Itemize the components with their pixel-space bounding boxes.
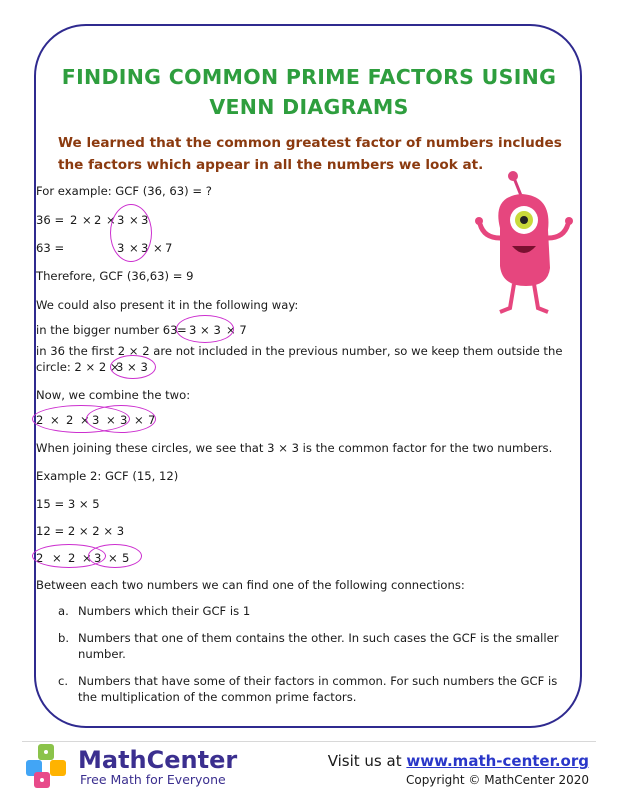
visit-prefix: Visit us at [327,752,402,770]
example2-factor: 2 [36,551,44,565]
example2-factor: × [52,551,62,565]
list-item-text: Numbers that have some of their factors in common. For such numbers the GCF is the multiplication of the common prime factors. [78,674,558,704]
combined-factor: × [106,413,116,427]
page-title-line-2: VENN DIAGRAMS [209,95,409,119]
alternative-intro: We could also present it in the following way: [36,298,299,312]
example2-factor: × [82,551,92,565]
row-36-factor: × [129,213,139,227]
combined-factor: × [134,413,144,427]
row-36-factor: 3 [117,213,125,227]
combined-factor: 7 [148,413,156,427]
bigger-number-prefix: in the bigger number 63 [36,323,178,337]
bigger-number-oval [176,315,234,343]
combined-factor: 3 [92,413,100,427]
example2-factor: 3 [94,551,102,565]
bigger-number-common: 3 × 3 [189,323,221,337]
list-item [58,673,578,709]
example1-conclusion: Therefore, GCF (36,63) = 9 [36,269,194,283]
intro-paragraph: We learned that the common greatest factor of numbers includes the factors which appear in all the numbers we look at. [58,135,562,173]
example2-factor: 5 [122,551,130,565]
alien-mascot-icon [470,168,578,318]
combined-factor: × [80,413,90,427]
list-item-label: c. [58,674,69,688]
visit-line [328,752,589,770]
example2-factor: × [108,551,118,565]
list-item-label: a. [58,604,69,618]
row-36-factor: 2 [70,213,78,227]
row-36-factor: 2 [94,213,102,227]
combined-factor: 3 [120,413,128,427]
list-item [58,603,578,623]
copyright-text: Copyright © MathCenter 2020 [405,773,589,787]
row-63-factor: 7 [165,241,173,255]
footer-divider [22,741,596,742]
connections-intro: Between each two numbers we can find one of the following connections: [36,578,465,592]
row-63-factor: × [153,241,163,255]
common-factor-oval [110,204,152,262]
row-36-label: 36 = [36,213,65,227]
row-63-factor: × [129,241,139,255]
combined-right-oval [86,405,156,433]
example2-right-oval [88,544,142,568]
row-12: 12 = 2 × 2 × 3 [36,524,125,538]
smaller-number-common: 3 × 3 [116,360,148,374]
row-63-label: 63 = [36,241,65,255]
combine-intro: Now, we combine the two: [36,388,191,402]
row-36-factor: 3 [141,213,149,227]
combine-conclusion: When joining these circles, we see that 3 × 3 is the common factor for the two numbers. [36,441,553,455]
row-63-factor: 3 [141,241,149,255]
brand-name: MathCenter [78,746,238,774]
list-item-label: b. [58,631,70,645]
brand-tagline: Free Math for Everyone [80,772,226,787]
smaller-number-oval [110,355,156,379]
list-item-text: Numbers that one of them contains the other. In such cases the GCF is the smaller number. [78,631,559,661]
example2-factor: 2 [68,551,76,565]
row-15: 15 = 3 × 5 [36,497,100,511]
math-cubes-logo-icon [24,742,72,790]
list-item-text: Numbers which their GCF is 1 [78,604,251,618]
page-title-line-1: FINDING COMMON PRIME FACTORS USING [61,65,557,89]
list-item [58,630,578,666]
combined-factor: 2 [66,413,74,427]
smaller-number-text: in 36 the first 2 × 2 are not included in the previous number, so we keep them outside the circle: 2 × 2 × [36,344,563,374]
row-36-factor: × [82,213,92,227]
bigger-number-eq: = [177,323,187,337]
combined-factor: × [50,413,60,427]
website-link[interactable]: www.math-center.org [406,752,589,770]
row-36-factor: × [106,213,116,227]
combined-factor: 2 [36,413,44,427]
row-63-factor: 3 [117,241,125,255]
example2-heading: Example 2: GCF (15, 12) [36,469,179,483]
bigger-number-rest: × 7 [226,323,247,337]
example1-heading: For example: GCF (36, 63) = ? [36,184,212,198]
